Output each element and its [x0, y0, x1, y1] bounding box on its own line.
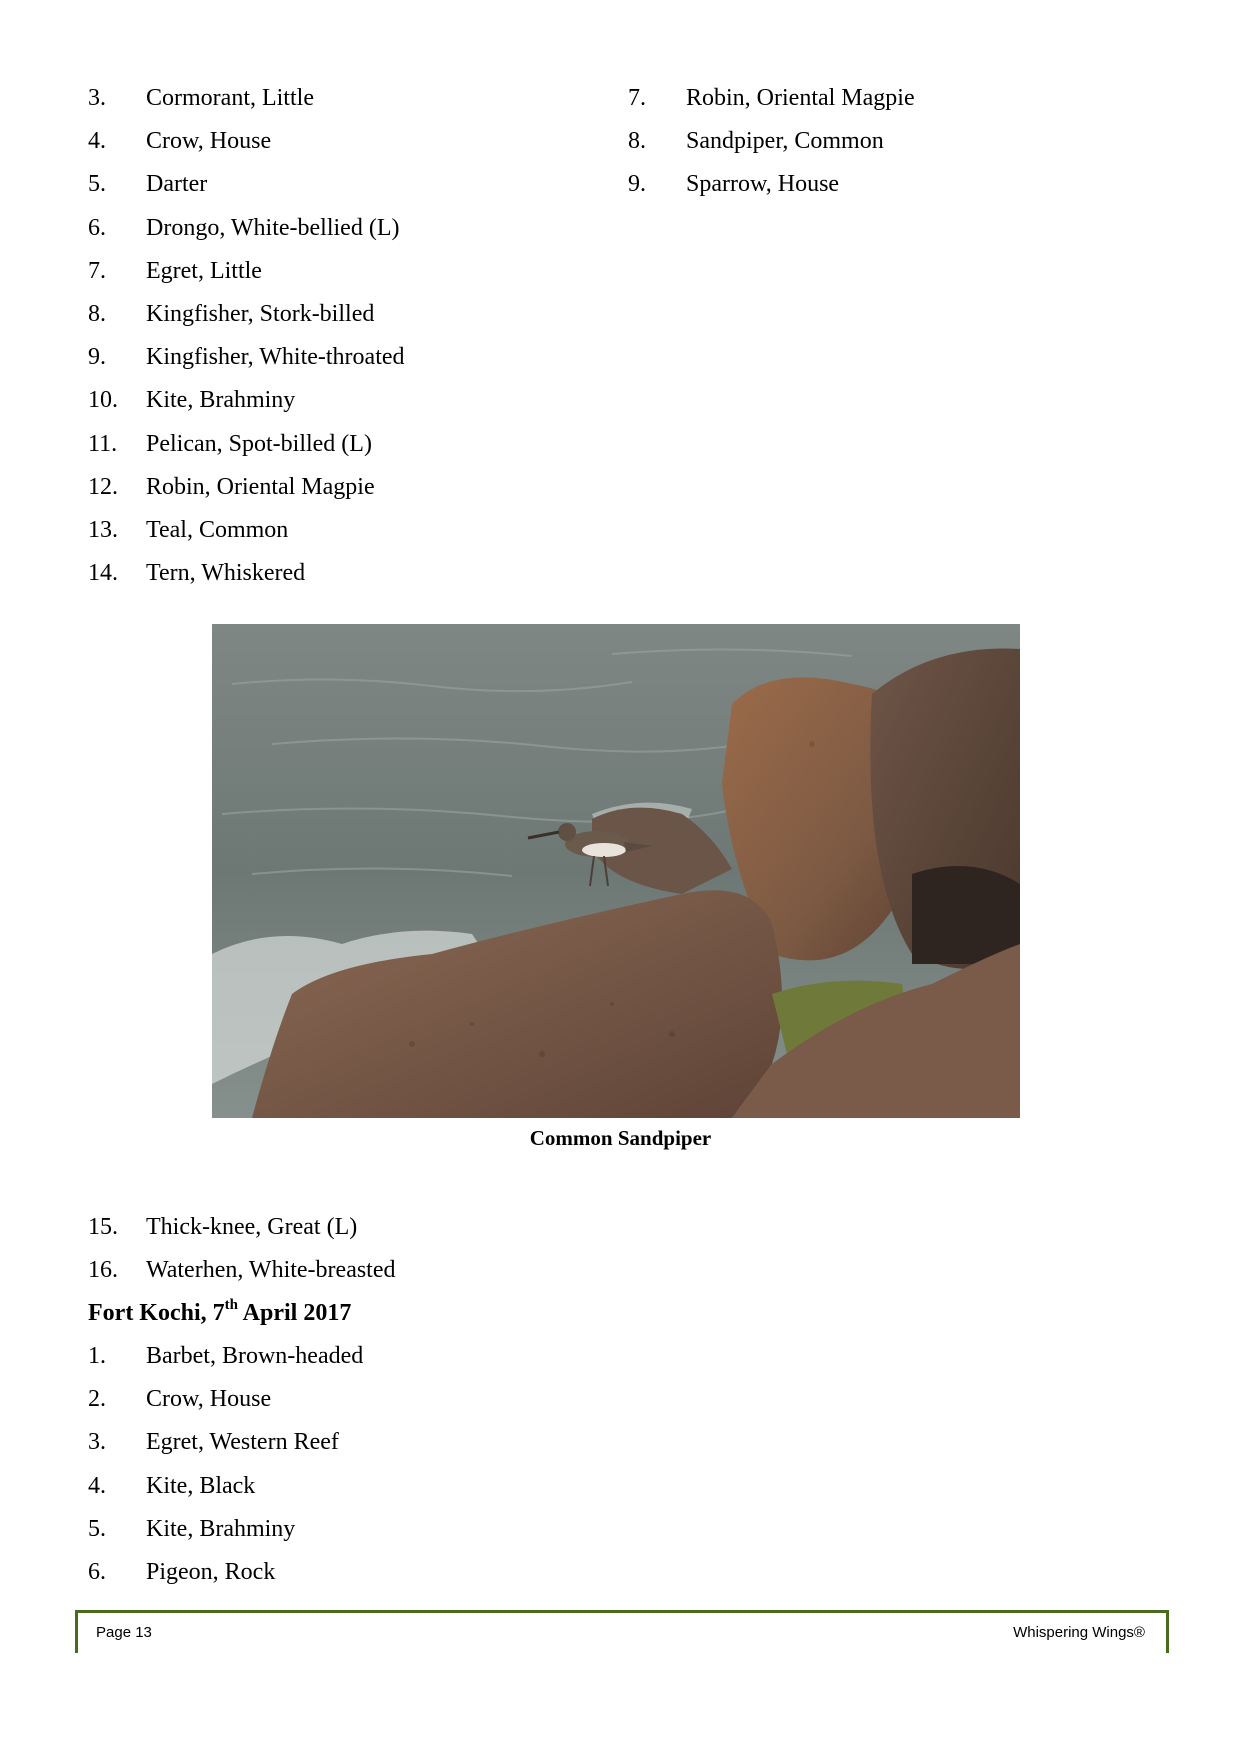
heading-superscript: th — [224, 1297, 238, 1313]
list-item-name: Robin, Oriental Magpie — [686, 85, 915, 111]
section-heading — [88, 1292, 351, 1335]
list-item-number: 16. — [88, 1257, 118, 1284]
heading-place: Fort Kochi, 7 — [88, 1300, 225, 1326]
list-item-number: 6. — [88, 214, 106, 241]
list-item-number: 15. — [88, 1214, 118, 1240]
list-item-name: Barbet, Brown-headed — [146, 1343, 364, 1369]
list-item-number: 8. — [628, 128, 646, 155]
list-item-name: Cormorant, Little — [146, 85, 314, 111]
list-item-name: Crow, House — [146, 128, 272, 155]
list-item-name: Kite, Brahminy — [146, 1515, 296, 1542]
list-item-name: Egret, Little — [146, 257, 262, 284]
list-item-name: Robin, Oriental Magpie — [146, 473, 375, 500]
list-item-name: Kite, Brahminy — [146, 387, 296, 414]
list-item-name: Teal, Common — [146, 516, 289, 543]
list-item-number: 3. — [88, 1429, 106, 1456]
list-item-number: 6. — [88, 1558, 106, 1585]
list-item-number: 7. — [628, 85, 646, 111]
sandpiper-photo — [212, 624, 1020, 1118]
list-item-name: Kingfisher, Stork-billed — [146, 300, 375, 327]
list-item-number: 13. — [88, 516, 118, 543]
list-item-number: 10. — [88, 387, 118, 414]
list-item-number: 4. — [88, 1472, 106, 1499]
list-item-number: 12. — [88, 473, 118, 500]
list-item-number: 4. — [88, 128, 106, 155]
list-item-number: 8. — [88, 300, 106, 327]
footer-frame — [75, 1610, 1169, 1653]
list-item-name: Thick-knee, Great (L) — [146, 1214, 358, 1240]
list-item-number: 5. — [88, 171, 106, 198]
footer-brand: Whispering Wings® — [1013, 1624, 1145, 1641]
list-item-name: Kite, Black — [146, 1472, 256, 1499]
list-item-name: Waterhen, White-breasted — [146, 1257, 396, 1284]
list-item-number: 14. — [88, 560, 118, 587]
list-item-number: 1. — [88, 1343, 106, 1369]
list-item-number: 11. — [88, 430, 118, 457]
list-item-number: 3. — [88, 85, 106, 111]
list-item-name: Crow, House — [146, 1386, 272, 1413]
list-item-name: Pelican, Spot-billed (L) — [146, 430, 372, 457]
list-item-name: Egret, Western Reef — [146, 1429, 339, 1456]
list-item-number: 9. — [88, 344, 106, 371]
list-item-number: 7. — [88, 257, 106, 284]
list-item-name: Kingfisher, White-throated — [146, 344, 405, 371]
list-item-name: Sparrow, House — [686, 171, 840, 198]
heading-date: April 2017 — [237, 1300, 352, 1326]
list-item-number: 9. — [628, 171, 646, 198]
list-item-name: Sandpiper, Common — [686, 128, 884, 155]
list-item-name: Pigeon, Rock — [146, 1558, 276, 1585]
list-item-number: 5. — [88, 1515, 106, 1542]
list-item-number: 2. — [88, 1386, 106, 1413]
photo-caption: Common Sandpiper — [529, 1126, 712, 1150]
list-item-name: Darter — [146, 171, 208, 198]
list-item-name: Tern, Whiskered — [146, 560, 306, 587]
page-number: Page 13 — [96, 1624, 152, 1641]
list-item-name: Drongo, White-bellied (L) — [146, 214, 400, 241]
